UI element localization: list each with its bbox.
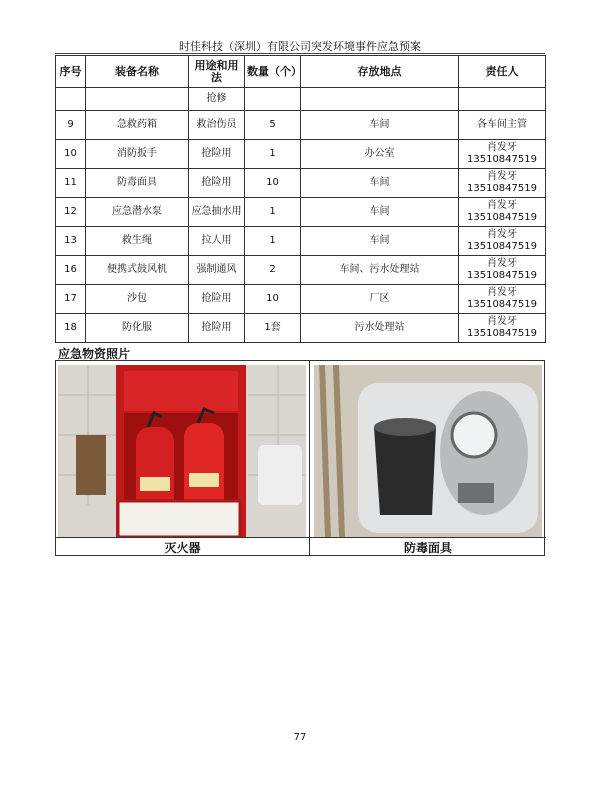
table-cell-no: 17: [56, 285, 86, 314]
table-cell-use: 抢险用: [189, 314, 245, 343]
table-cell-no: 10: [56, 140, 86, 169]
table-cell-no: 18: [56, 314, 86, 343]
person-phone: 13510847519: [467, 328, 537, 339]
person-name: 肖发牙: [487, 229, 517, 240]
header-use: 用途和用法: [189, 56, 245, 88]
table-cell-use: 抢险用: [189, 169, 245, 198]
table-cell-name: 应急潜水泵: [86, 198, 189, 227]
table-cell-person: [459, 111, 546, 140]
table-cell-qty: 2: [245, 256, 301, 285]
table-header-row: [56, 56, 546, 88]
table-cell-location: 车间、污水处理站: [301, 256, 459, 285]
table-cell-use: 应急抽水用: [189, 198, 245, 227]
person-name: 肖发牙: [487, 171, 517, 182]
person-phone: 13510847519: [467, 212, 537, 223]
person-phone: 13510847519: [467, 270, 537, 281]
table-cell-location: 车间: [301, 111, 459, 140]
table-cell-location: 车间: [301, 169, 459, 198]
fire-extinguisher-photo: [58, 365, 306, 537]
table-cell-qty: 1: [245, 140, 301, 169]
table-cell-name: 防毒面具: [86, 169, 189, 198]
table-cell: [245, 88, 301, 111]
fire-extinguisher-caption: 灭火器: [164, 541, 201, 555]
table-row: [56, 111, 546, 140]
table-cell-qty: 10: [245, 169, 301, 198]
person-name: 各车间主管: [477, 119, 527, 130]
table-cell-use: 抢险用: [189, 140, 245, 169]
gas-mask-photo: [314, 365, 542, 537]
person-name: 肖发牙: [487, 258, 517, 269]
table-cell-qty: 1: [245, 198, 301, 227]
page-number: 77: [293, 732, 307, 743]
header-rule: [55, 53, 545, 54]
table-cell-location: 办公室: [301, 140, 459, 169]
table-row-continuation: [56, 88, 546, 111]
header-name: 装备名称: [86, 56, 189, 88]
table-cell-person: [459, 256, 546, 285]
header-person: 责任人: [459, 56, 546, 88]
caption-rule: [56, 537, 546, 538]
table-cell-no: 9: [56, 111, 86, 140]
table-cell-name: 急救药箱: [86, 111, 189, 140]
table-cell-qty: 5: [245, 111, 301, 140]
person-name: 肖发牙: [487, 142, 517, 153]
table-row: [56, 314, 546, 343]
table-cell: [301, 88, 459, 111]
table-cell: [56, 88, 86, 111]
table-cell-qty: 1套: [245, 314, 301, 343]
person-phone: 13510847519: [467, 154, 537, 165]
person-name: 肖发牙: [487, 316, 517, 327]
table-cell-person: [459, 140, 546, 169]
table-cell-name: 救生绳: [86, 227, 189, 256]
table-cell-person: [459, 227, 546, 256]
table-cell-person: [459, 314, 546, 343]
table-cell-use: 拉人用: [189, 227, 245, 256]
person-name: 肖发牙: [487, 200, 517, 211]
table-cell-location: 车间: [301, 227, 459, 256]
table-cell-no: 11: [56, 169, 86, 198]
person-phone: 13510847519: [467, 299, 537, 310]
table-cell-use: 抢修: [189, 88, 245, 111]
gas-mask-caption: 防毒面具: [403, 541, 452, 555]
person-phone: 13510847519: [467, 241, 537, 252]
person-name: 肖发牙: [487, 287, 517, 298]
table-row: [56, 198, 546, 227]
table-cell-use: 强制通风: [189, 256, 245, 285]
table-row: [56, 140, 546, 169]
table-cell-person: [459, 169, 546, 198]
table-row: [56, 256, 546, 285]
table-cell-location: 厂区: [301, 285, 459, 314]
photos-panel: [55, 360, 545, 556]
table-cell: [459, 88, 546, 111]
table-row: [56, 227, 546, 256]
table-row: [56, 169, 546, 198]
table-cell-location: 车间: [301, 198, 459, 227]
header-no: 序号: [56, 56, 86, 88]
photos-divider: [309, 361, 310, 555]
table-cell-use: 救治伤员: [189, 111, 245, 140]
table-cell-qty: 10: [245, 285, 301, 314]
table-cell-name: 便携式鼓风机: [86, 256, 189, 285]
header-qty: 数量（个）: [245, 56, 301, 88]
table-cell-person: [459, 198, 546, 227]
table-cell: [86, 88, 189, 111]
document-header: 时佳科技（深圳）有限公司突发环境事件应急预案: [179, 40, 421, 53]
table-cell-location: 污水处理站: [301, 314, 459, 343]
table-cell-use: 抢险用: [189, 285, 245, 314]
table-cell-person: [459, 285, 546, 314]
table-cell-no: 16: [56, 256, 86, 285]
table-cell-qty: 1: [245, 227, 301, 256]
table-row: [56, 285, 546, 314]
equipment-table: [55, 55, 546, 343]
person-phone: 13510847519: [467, 183, 537, 194]
table-cell-name: 沙包: [86, 285, 189, 314]
header-location: 存放地点: [301, 56, 459, 88]
table-cell-name: 消防扳手: [86, 140, 189, 169]
table-cell-no: 12: [56, 198, 86, 227]
photos-section-title: 应急物资照片: [58, 347, 131, 361]
table-cell-no: 13: [56, 227, 86, 256]
table-cell-name: 防化服: [86, 314, 189, 343]
